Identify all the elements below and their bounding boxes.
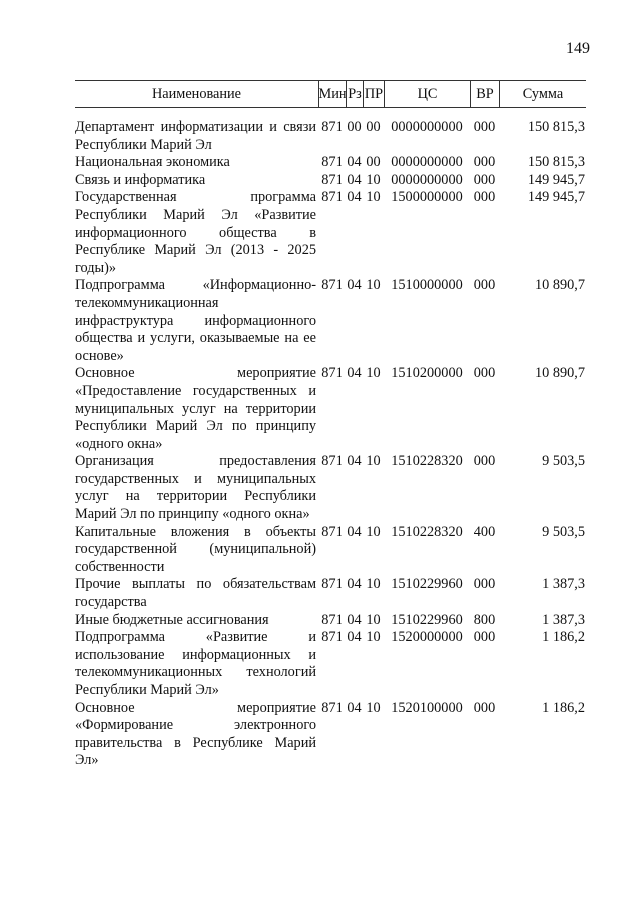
row-rz-cell: 04 (347, 277, 362, 294)
row-pr-cell: 10 (366, 523, 381, 540)
row-sum-cell: 150 815,3 (527, 119, 585, 135)
row-sum-cell: 9 503,5 (542, 523, 585, 540)
row-min-cell: 871 (321, 523, 343, 540)
row-sum-cell: 149 945,7 (527, 189, 585, 206)
row-pr-cell: 10 (366, 453, 381, 470)
row-sum-cell: 1 186,2 (542, 629, 585, 646)
row-pr-cell: 10 (366, 576, 381, 593)
row-rz-cell: 04 (347, 453, 362, 470)
row-pr-cell: 00 (366, 119, 381, 135)
row-sum-cell: 10 890,7 (534, 365, 585, 382)
row-vr-cell: 000 (473, 453, 496, 470)
row-vr-cell: 000 (473, 576, 496, 593)
row-rz-cell: 04 (347, 523, 362, 540)
row-pr-cell: 10 (366, 611, 381, 628)
row-min-cell: 871 (321, 171, 343, 188)
row-cs-cell: 1510229960 (391, 611, 463, 628)
row-sum-cell: 150 815,3 (527, 154, 585, 171)
row-cs-cell: 1520000000 (391, 629, 463, 646)
row-vr-cell: 000 (473, 699, 496, 716)
row-pr-cell: 10 (366, 365, 381, 382)
row-vr-cell: 000 (473, 629, 496, 646)
row-sum-cell: 1 387,3 (542, 611, 585, 628)
column-header-name: Наименование (75, 80, 318, 108)
row-name-cell: Основное мероприятие «Формирование электронного правительства в Республике Марий Эл» (75, 699, 316, 769)
row-sum-cell: 149 945,7 (527, 171, 585, 188)
row-sum-cell: 1 186,2 (542, 699, 585, 716)
row-cs-cell: 1510228320 (391, 453, 463, 470)
column-header-sum: Сумма (499, 80, 586, 108)
row-min-cell: 871 (321, 453, 343, 470)
row-rz-cell: 04 (347, 365, 362, 382)
row-rz-cell: 04 (347, 171, 362, 188)
row-pr-cell: 10 (366, 189, 381, 206)
row-vr-cell: 800 (473, 611, 496, 628)
row-rz-cell: 04 (347, 189, 362, 206)
row-name-cell: Основное мероприятие «Предоставление государственных и муниципальных услуг на территории Республики Марий Эл по принципу «одного окна» (75, 365, 316, 452)
row-sum-cell: 9 503,5 (542, 453, 585, 470)
row-min-cell: 871 (321, 576, 343, 593)
row-cs-cell: 0000000000 (391, 171, 463, 188)
column-header-vr: ВР (470, 80, 499, 108)
row-rz-cell: 04 (347, 611, 362, 628)
row-cs-cell: 0000000000 (391, 154, 463, 171)
row-name-cell: Государственная программа Республики Марий Эл «Развитие информационного общества в Республике Марий Эл (2013 - 2025 годы)» (75, 189, 316, 276)
column-header-min: Мин (318, 80, 346, 108)
row-rz-cell: 04 (347, 154, 362, 171)
row-vr-cell: 000 (473, 154, 496, 171)
row-sum-cell: 10 890,7 (534, 277, 585, 294)
page-number: 149 (566, 40, 590, 57)
row-name-cell: Прочие выплаты по обязательствам государства (75, 576, 316, 611)
row-name-cell: Департамент информатизации и связи Республики Марий Эл (75, 119, 316, 153)
row-rz-cell: 00 (347, 119, 362, 135)
row-pr-cell: 10 (366, 277, 381, 294)
row-vr-cell: 000 (473, 277, 496, 294)
row-cs-cell: 1520100000 (391, 699, 463, 716)
row-min-cell: 871 (321, 154, 343, 171)
row-cs-cell: 0000000000 (391, 119, 463, 135)
column-header-pr: ПР (363, 80, 384, 108)
row-name-cell: Подпрограмма «Развитие и использование информационных и телекоммуникационных технологий Республики Марий Эл» (75, 629, 316, 698)
budget-table (75, 80, 586, 770)
row-name-cell: Капитальные вложения в объекты государственной (муниципальной) собственности (75, 523, 316, 575)
row-vr-cell: 000 (473, 189, 496, 206)
header-spacer (75, 108, 586, 119)
row-min-cell: 871 (321, 611, 343, 628)
row-vr-cell: 000 (473, 365, 496, 382)
row-name-cell: Иные бюджетные ассигнования (75, 611, 269, 628)
row-vr-cell: 000 (473, 171, 496, 188)
row-pr-cell: 10 (366, 629, 381, 646)
row-sum-cell: 1 387,3 (542, 576, 585, 593)
row-pr-cell: 10 (366, 171, 381, 188)
row-min-cell: 871 (321, 629, 343, 646)
row-cs-cell: 1510228320 (391, 523, 463, 540)
row-name-cell: Организация предоставления государственных и муниципальных услуг на территории Республики Марий Эл по принципу «одного окна» (75, 453, 316, 523)
row-name-cell: Связь и информатика (75, 171, 206, 188)
row-cs-cell: 1500000000 (391, 189, 463, 206)
row-pr-cell: 00 (366, 154, 381, 171)
row-cs-cell: 1510200000 (391, 365, 463, 382)
row-pr-cell: 10 (366, 699, 381, 716)
row-name-cell: Национальная экономика (75, 154, 230, 171)
row-rz-cell: 04 (347, 699, 362, 716)
row-min-cell: 871 (321, 365, 343, 382)
row-vr-cell: 400 (473, 523, 496, 540)
row-min-cell: 871 (321, 699, 343, 716)
column-header-rz: Рз (346, 80, 363, 108)
row-rz-cell: 04 (347, 629, 362, 646)
row-min-cell: 871 (321, 277, 343, 294)
row-vr-cell: 000 (473, 119, 496, 135)
row-min-cell: 871 (321, 119, 343, 135)
column-header-cs: ЦС (384, 80, 470, 108)
row-min-cell: 871 (321, 189, 343, 206)
row-name-cell: Подпрограмма «Информационно-телекоммуникационная инфраструктура информационного общества и услуги, оказываемые на ее основе» (75, 277, 316, 364)
row-cs-cell: 1510229960 (391, 576, 463, 593)
row-rz-cell: 04 (347, 576, 362, 593)
row-cs-cell: 1510000000 (391, 277, 463, 294)
